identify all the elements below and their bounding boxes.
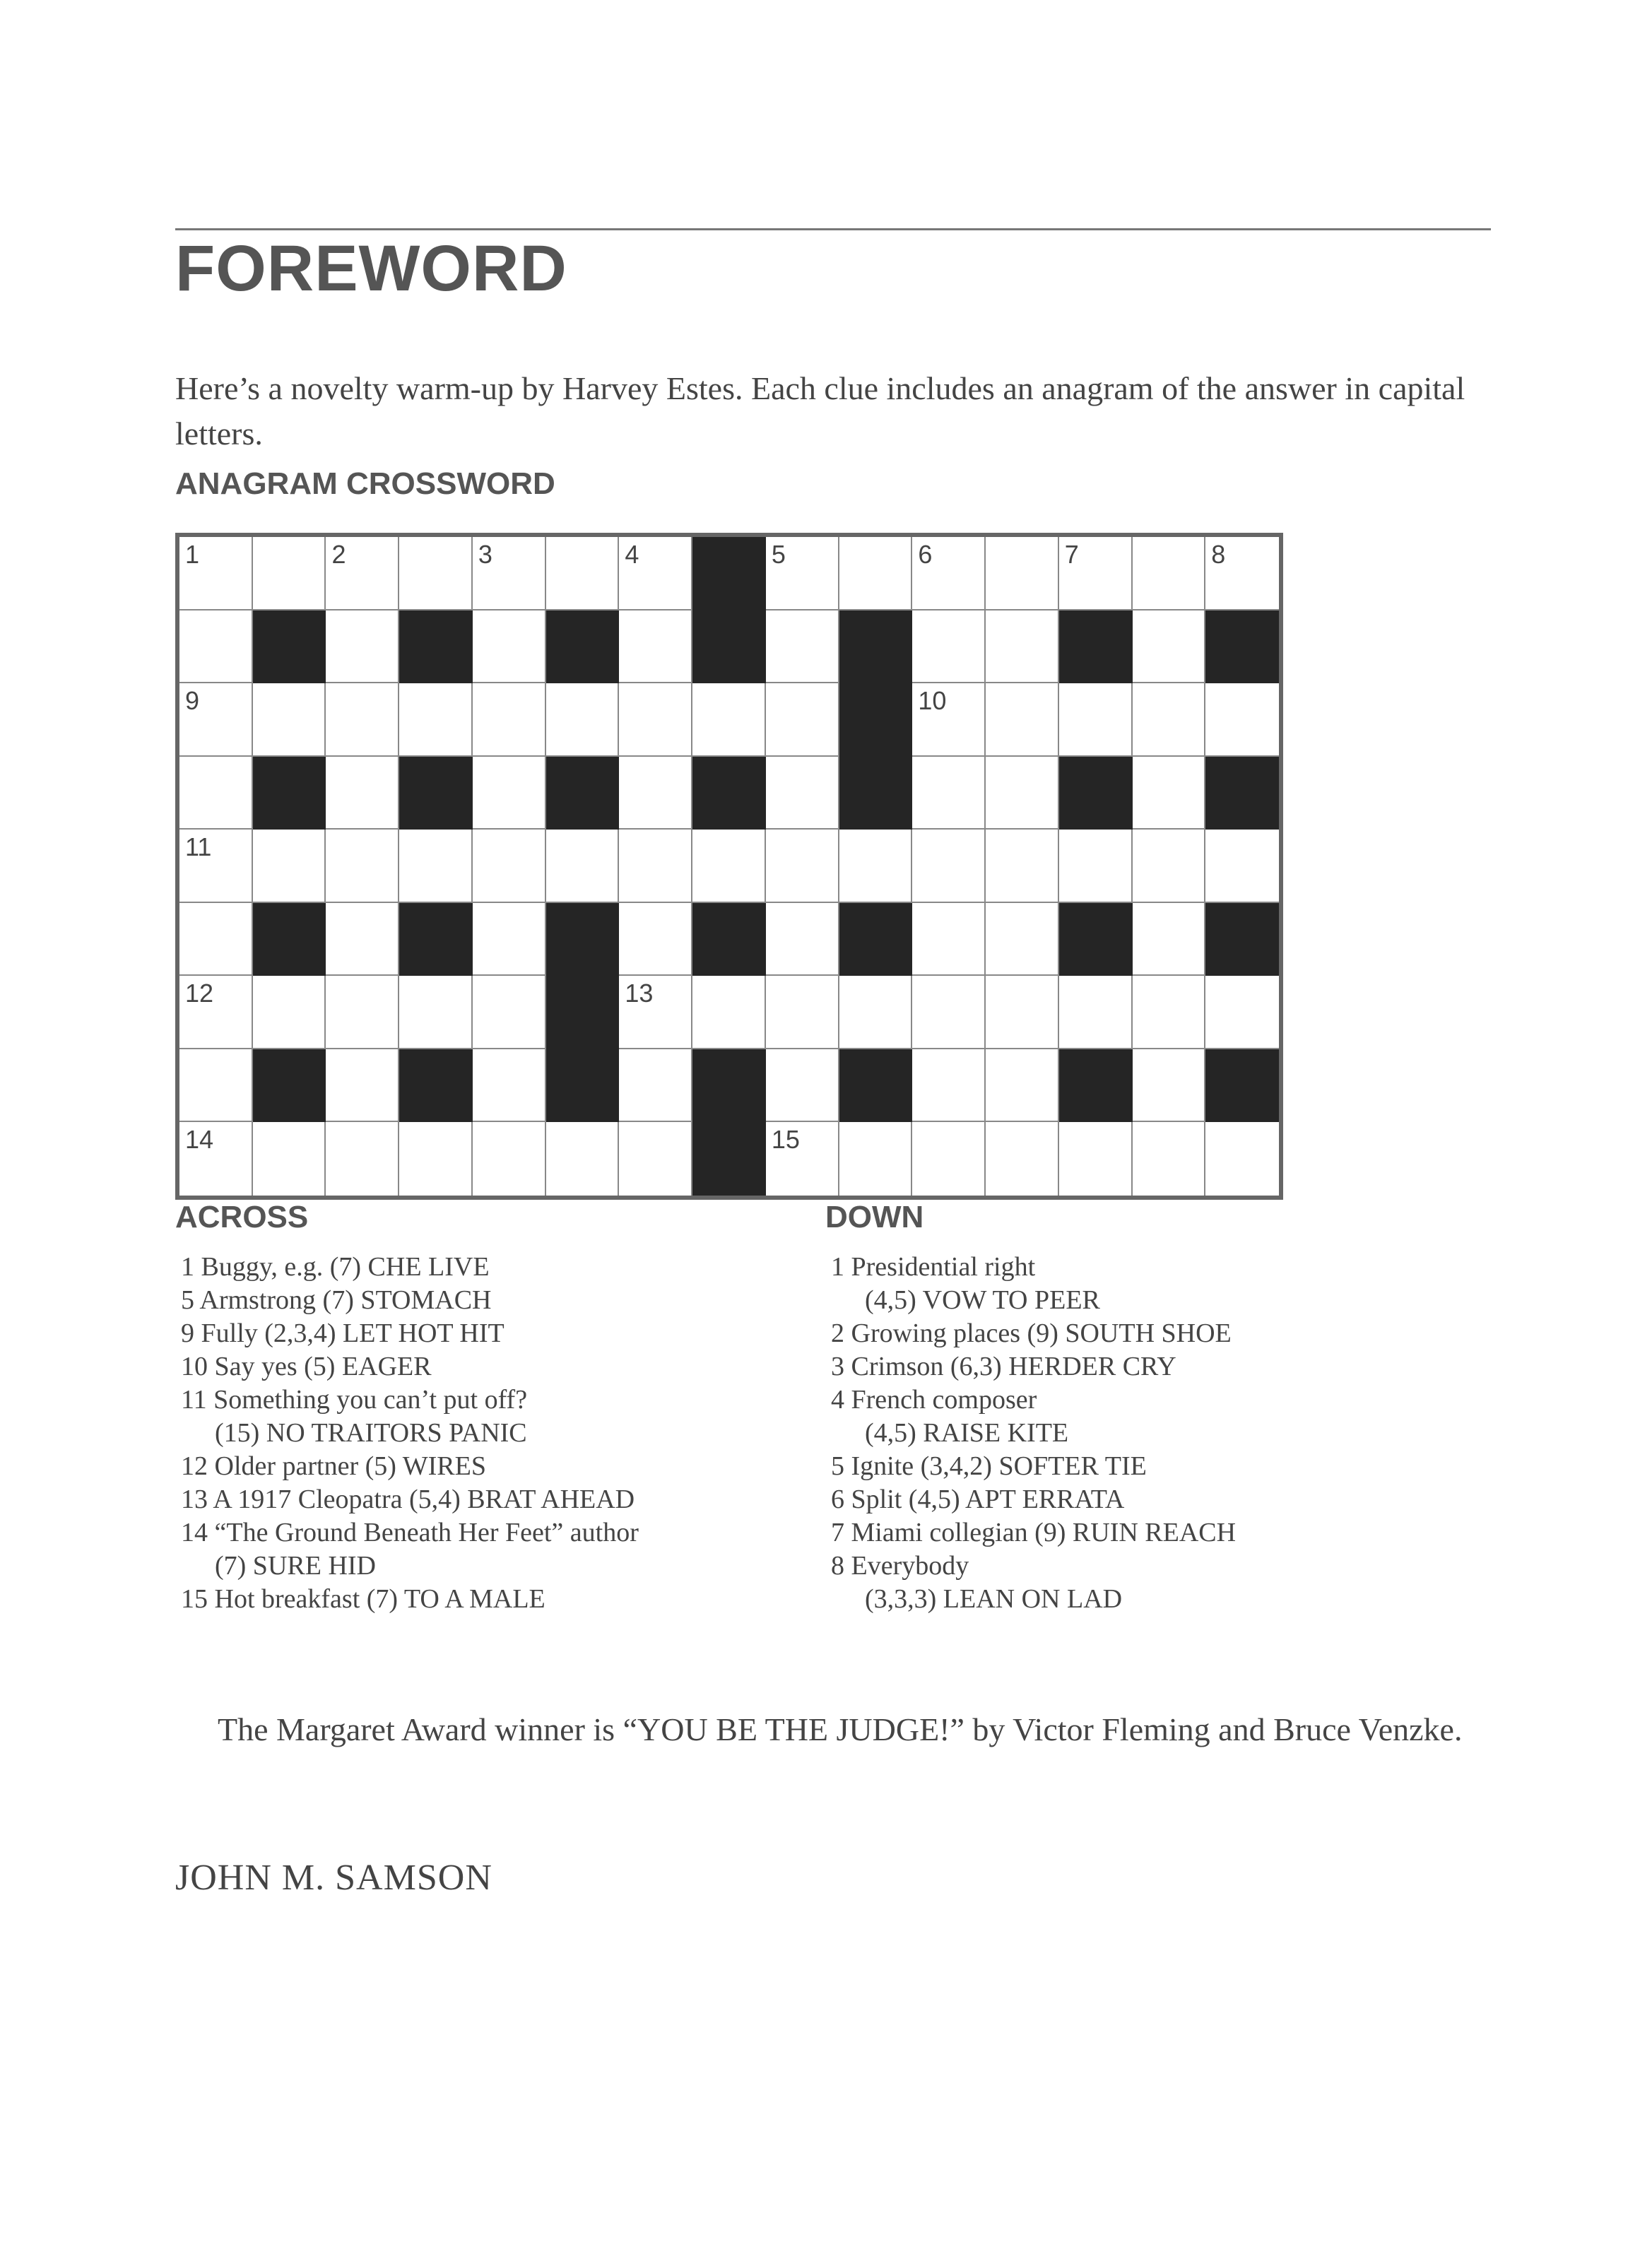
grid-cell [1059, 830, 1133, 903]
grid-cell [1205, 1122, 1279, 1196]
grid-cell [473, 757, 546, 830]
grid-cell [839, 1122, 913, 1196]
grid-block-cell [1205, 903, 1279, 976]
across-clue: 5 Armstrong (7) STOMACH [181, 1285, 492, 1315]
grid-block-cell [253, 903, 326, 976]
grid-cell [326, 903, 399, 976]
grid-cell [473, 683, 546, 757]
grid-cell [619, 1049, 692, 1123]
grid-cell [473, 830, 546, 903]
grid-block-cell [692, 537, 766, 610]
grid-cell [839, 537, 913, 610]
across-clue-continuation: (15) NO TRAITORS PANIC [215, 1418, 527, 1448]
grid-block-cell [1059, 903, 1133, 976]
grid-block-cell [253, 610, 326, 684]
clue-number: 9 [185, 686, 200, 716]
grid-cell [766, 976, 839, 1049]
grid-cell [399, 683, 473, 757]
grid-block-cell [839, 683, 913, 757]
grid-cell [399, 1122, 473, 1196]
grid-block-cell [839, 1049, 913, 1123]
grid-cell [546, 537, 620, 610]
grid-cell [766, 537, 839, 610]
down-clue-continuation: (4,5) VOW TO PEER [865, 1285, 1100, 1315]
across-clue: 9 Fully (2,3,4) LET HOT HIT [181, 1318, 505, 1348]
down-clue: 8 Everybody [831, 1551, 969, 1581]
grid-block-cell [253, 757, 326, 830]
grid-block-cell [546, 903, 620, 976]
down-clue: 2 Growing places (9) SOUTH SHOE [831, 1318, 1232, 1348]
grid-cell [1133, 757, 1206, 830]
grid-cell [766, 757, 839, 830]
grid-cell [1059, 1122, 1133, 1196]
grid-cell [1133, 610, 1206, 684]
clue-number: 11 [185, 832, 212, 862]
grid-cell [986, 1049, 1059, 1123]
grid-block-cell [839, 757, 913, 830]
across-clue: 10 Say yes (5) EAGER [181, 1352, 432, 1381]
grid-cell [179, 610, 253, 684]
grid-cell [179, 1049, 253, 1123]
clue-number: 2 [331, 540, 346, 569]
grid-cell [1133, 537, 1206, 610]
down-clue-continuation: (4,5) RAISE KITE [865, 1418, 1069, 1448]
grid-block-cell [546, 610, 620, 684]
grid-cell [399, 976, 473, 1049]
crossword-heading: ANAGRAM CROSSWORD [175, 466, 555, 501]
grid-cell [1059, 537, 1133, 610]
grid-cell [839, 976, 913, 1049]
grid-block-cell [399, 903, 473, 976]
grid-cell [326, 1049, 399, 1123]
clue-number: 14 [185, 1125, 214, 1155]
crossword-grid [175, 533, 1283, 1200]
across-clue: 14 “The Ground Beneath Her Feet” author [181, 1518, 639, 1547]
clue-number: 13 [625, 979, 654, 1008]
across-clue: 1 Buggy, e.g. (7) CHE LIVE [181, 1252, 490, 1282]
grid-block-cell [253, 1049, 326, 1123]
grid-cell [692, 976, 766, 1049]
grid-cell [546, 683, 620, 757]
grid-cell [912, 830, 986, 903]
down-clue-continuation: (3,3,3) LEAN ON LAD [865, 1584, 1123, 1614]
grid-cell [1133, 683, 1206, 757]
grid-cell [473, 610, 546, 684]
grid-cell [912, 610, 986, 684]
down-heading: DOWN [825, 1200, 924, 1234]
grid-cell [986, 976, 1059, 1049]
grid-cell [766, 1049, 839, 1123]
grid-cell [179, 1122, 253, 1196]
across-clue-continuation: (7) SURE HID [215, 1551, 376, 1581]
grid-cell [766, 830, 839, 903]
grid-cell [912, 683, 986, 757]
grid-cell [986, 1122, 1059, 1196]
grid-cell [473, 537, 546, 610]
grid-cell [253, 1122, 326, 1196]
clue-number: 10 [918, 686, 947, 716]
header-rule [175, 228, 1491, 230]
grid-block-cell [399, 1049, 473, 1123]
down-clue: 4 French composer [831, 1385, 1037, 1415]
clue-number: 7 [1064, 540, 1079, 569]
grid-cell [1205, 976, 1279, 1049]
grid-block-cell [839, 903, 913, 976]
grid-cell [1133, 1049, 1206, 1123]
grid-cell [326, 1122, 399, 1196]
grid-cell [619, 537, 692, 610]
grid-block-cell [1059, 757, 1133, 830]
grid-block-cell [546, 1049, 620, 1123]
grid-cell [253, 683, 326, 757]
grid-block-cell [546, 757, 620, 830]
grid-block-cell [839, 610, 913, 684]
intro-paragraph: Here’s a novelty warm-up by Harvey Estes. Each clue includes an anagram of the answer in capital letters. [175, 370, 1465, 452]
grid-block-cell [692, 1122, 766, 1196]
grid-cell [546, 830, 620, 903]
grid-cell [473, 903, 546, 976]
across-clue: 12 Older partner (5) WIRES [181, 1451, 486, 1481]
clue-number: 8 [1211, 540, 1226, 569]
clue-number: 1 [185, 540, 200, 569]
down-clue: 7 Miami collegian (9) RUIN REACH [831, 1518, 1237, 1547]
grid-cell [619, 903, 692, 976]
grid-block-cell [692, 1049, 766, 1123]
grid-cell [473, 976, 546, 1049]
grid-block-cell [399, 757, 473, 830]
grid-cell [1133, 976, 1206, 1049]
grid-cell [766, 1122, 839, 1196]
grid-cell [473, 1049, 546, 1123]
grid-cell [692, 830, 766, 903]
grid-cell [1133, 830, 1206, 903]
grid-cell [986, 683, 1059, 757]
grid-cell [766, 610, 839, 684]
grid-cell [912, 903, 986, 976]
grid-cell [986, 537, 1059, 610]
grid-block-cell [1205, 1049, 1279, 1123]
page-title: FOREWORD [175, 232, 567, 305]
grid-cell [1133, 903, 1206, 976]
grid-cell [619, 1122, 692, 1196]
grid-cell [179, 976, 253, 1049]
grid-cell [179, 537, 253, 610]
across-clue: 13 A 1917 Cleopatra (5,4) BRAT AHEAD [181, 1485, 635, 1514]
grid-block-cell [399, 610, 473, 684]
grid-block-cell [692, 610, 766, 684]
grid-cell [1059, 683, 1133, 757]
grid-cell [546, 1122, 620, 1196]
grid-cell [326, 757, 399, 830]
grid-block-cell [692, 757, 766, 830]
grid-cell [326, 537, 399, 610]
grid-cell [1205, 830, 1279, 903]
grid-cell [399, 537, 473, 610]
grid-cell [179, 683, 253, 757]
grid-cell [1205, 683, 1279, 757]
grid-cell [253, 830, 326, 903]
grid-cell [473, 1122, 546, 1196]
across-clue-list [181, 1251, 639, 1616]
grid-cell [766, 683, 839, 757]
grid-cell [766, 903, 839, 976]
across-clue: 15 Hot breakfast (7) TO A MALE [181, 1584, 545, 1614]
across-clue: 11 Something you can’t put off? [181, 1385, 528, 1415]
award-paragraph: The Margaret Award winner is “YOU BE THE JUDGE!” by Victor Fleming and Bruce Venzke. [218, 1711, 1463, 1747]
grid-cell [326, 830, 399, 903]
across-heading: ACROSS [175, 1200, 309, 1234]
grid-cell [399, 830, 473, 903]
grid-cell [839, 830, 913, 903]
down-clue: 3 Crimson (6,3) HERDER CRY [831, 1352, 1176, 1381]
grid-cell [619, 757, 692, 830]
author-signature: JOHN M. SAMSON [175, 1858, 492, 1898]
grid-cell [912, 976, 986, 1049]
grid-cell [253, 976, 326, 1049]
grid-block-cell [1059, 610, 1133, 684]
grid-cell [326, 976, 399, 1049]
grid-cell [1205, 537, 1279, 610]
clue-number: 3 [478, 540, 492, 569]
grid-cell [179, 757, 253, 830]
grid-cell [912, 757, 986, 830]
grid-cell [619, 683, 692, 757]
grid-block-cell [692, 903, 766, 976]
grid-cell [986, 610, 1059, 684]
grid-block-cell [1205, 610, 1279, 684]
grid-block-cell [546, 976, 620, 1049]
grid-cell [912, 537, 986, 610]
grid-cell [326, 683, 399, 757]
clue-number: 15 [771, 1125, 800, 1155]
grid-cell [986, 903, 1059, 976]
grid-cell [179, 830, 253, 903]
grid-cell [1059, 976, 1133, 1049]
clue-number: 4 [625, 540, 639, 569]
grid-cell [912, 1049, 986, 1123]
grid-cell [619, 976, 692, 1049]
grid-cell [326, 610, 399, 684]
grid-block-cell [1059, 1049, 1133, 1123]
grid-cell [1133, 1122, 1206, 1196]
clue-number: 5 [771, 540, 786, 569]
grid-block-cell [1205, 757, 1279, 830]
grid-cell [619, 830, 692, 903]
grid-cell [253, 537, 326, 610]
down-clue: 5 Ignite (3,4,2) SOFTER TIE [831, 1451, 1147, 1481]
down-clue-list [831, 1251, 1236, 1616]
down-clue: 1 Presidential right [831, 1252, 1036, 1282]
grid-cell [912, 1122, 986, 1196]
clue-number: 12 [185, 979, 214, 1008]
down-clue: 6 Split (4,5) APT ERRATA [831, 1485, 1125, 1514]
grid-cell [986, 757, 1059, 830]
grid-cell [179, 903, 253, 976]
grid-cell [986, 830, 1059, 903]
grid-cell [619, 610, 692, 684]
grid-cell [692, 683, 766, 757]
clue-number: 6 [918, 540, 933, 569]
